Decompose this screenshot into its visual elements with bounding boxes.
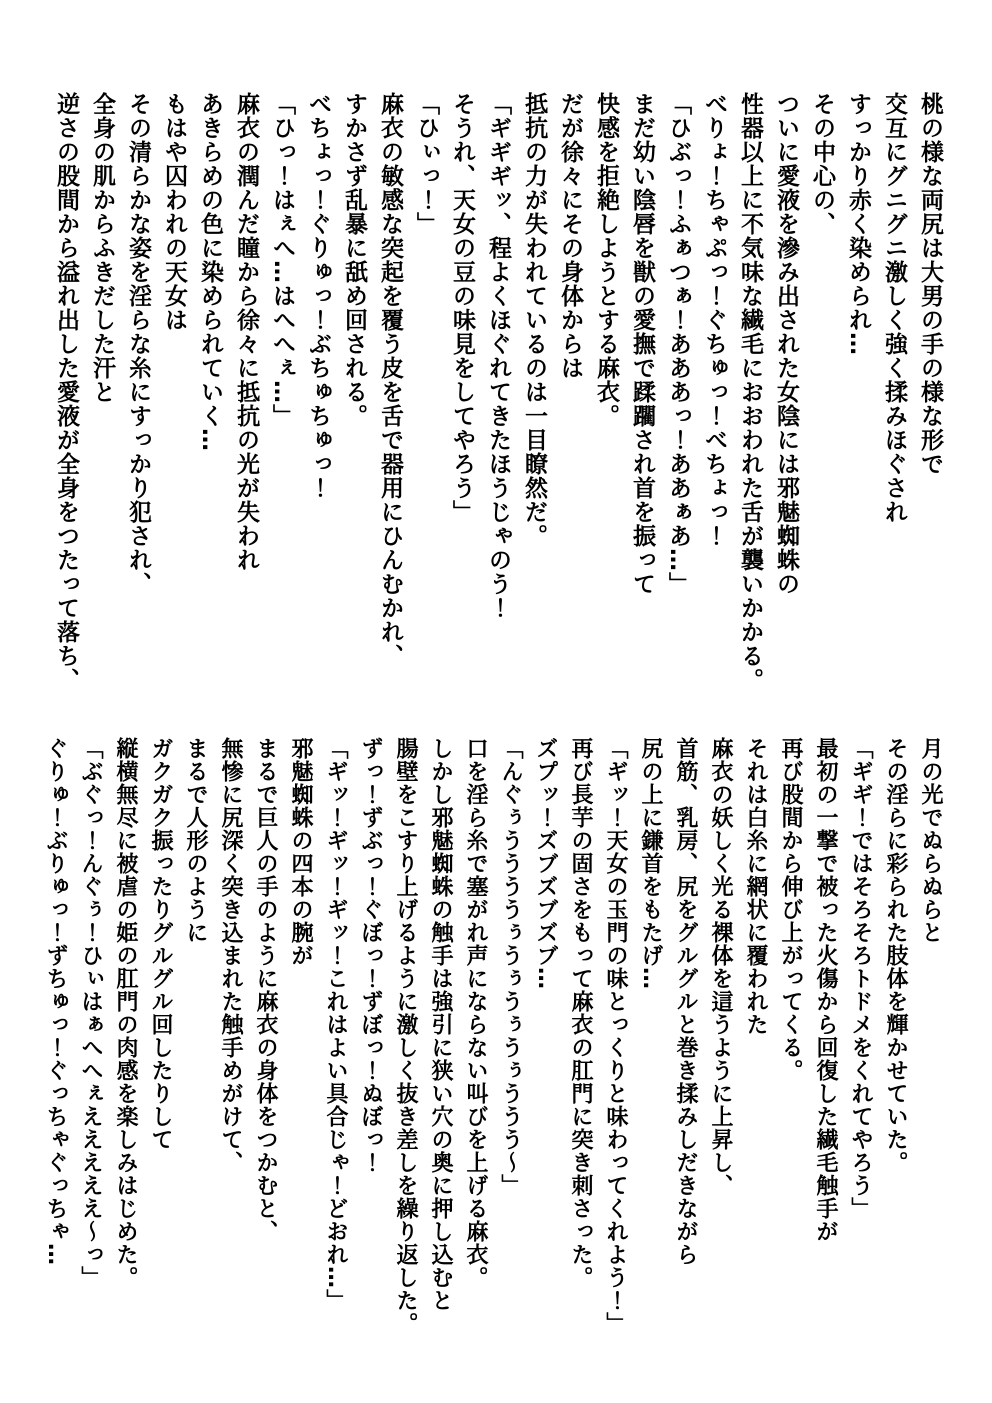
- text-column: 「んぐぅううううぅうぅうぅうぅううう～」: [498, 737, 523, 1197]
- text-column: 邪魅蜘蛛の四本の腕が: [288, 737, 313, 967]
- text-column: あきらめの色に染められていく…: [197, 92, 223, 452]
- text-column: 逆さの股間から溢れ出した愛液が全身をつたって落ち、: [53, 92, 79, 692]
- text-column: べちょっ！ぐりゅっ！ぶちゅちゅっ！: [305, 92, 331, 500]
- text-column: すかさず乱暴に舐め回される。: [341, 92, 367, 428]
- text-column: 交互にグニグニ激しく強く揉みほぐされ: [881, 92, 907, 524]
- text-column: それは白糸に網状に覆われた: [743, 737, 768, 1036]
- text-column: すっかり赤く染められ…: [845, 92, 871, 356]
- text-column: まだ幼い陰唇を獣の愛撫で蹂躙され首を振って: [629, 92, 655, 596]
- text-column: 「ギギ！ではそろそろトドメをくれてやろう」: [848, 737, 873, 1220]
- text-column: 快感を拒絶しようとする麻衣。: [593, 92, 619, 428]
- text-column: 月の光でぬらぬらと: [918, 737, 943, 944]
- text-column: 首筋、乳房、尻をグルグルと巻き揉みしだきながら: [673, 737, 698, 1266]
- text-column: 腸壁をこすり上げるように激しく抜き差しを繰り返した。: [393, 737, 418, 1335]
- text-column: ずっ！ずぶっ！ぐぼっ！ずぼっ！ぬぼっ！: [358, 737, 383, 1174]
- text-column: 「ひっ！はぇへ…はへへぇ…」: [269, 92, 295, 428]
- text-column: しかし邪魅蜘蛛の触手は強引に狭い穴の奥に押し込むと: [428, 737, 453, 1312]
- text-column: ぐりゅ！ぶりゅっ！ずちゅっ！ぐっちゃぐっちゃ…: [43, 737, 68, 1266]
- text-column: ガクガク振ったりグルグル回したりして: [148, 737, 173, 1151]
- text-block-bottom: [38, 737, 948, 1402]
- text-column: 最初の一撃で被った火傷から回復した繊毛触手が: [813, 737, 838, 1243]
- text-column: そうれ、天女の豆の味見をしてやろう」: [449, 92, 475, 524]
- text-column: まるで人形のように: [183, 737, 208, 944]
- text-column: 口を淫ら糸で塞がれ声にならない叫びを上げる麻衣。: [463, 737, 488, 1289]
- text-column: 尻の上に鎌首をもたげ…: [638, 737, 663, 990]
- text-column: 「ギッ！ギッ！ギッ！これはよい具合じゃ！どおれ…」: [323, 737, 348, 1312]
- text-column: 縦横無尽に被虐の姫の肛門の肉感を楽しみはじめた。: [113, 737, 138, 1289]
- text-column: 麻衣の敏感な突起を覆う皮を舌で器用にひんむかれ、: [377, 92, 403, 668]
- text-column: ズプッ！ズブズブズブ…: [533, 737, 558, 990]
- text-column: 全身の肌からふきだした汗と: [89, 92, 115, 404]
- text-column: その清らかな姿を淫らな糸にすっかり犯され、: [125, 92, 151, 596]
- text-column: 抵抗の力が失われているのは一目瞭然だ。: [521, 92, 547, 548]
- text-column: 麻衣の妖しく光る裸体を這うように上昇し、: [708, 737, 733, 1197]
- text-column: 麻衣の潤んだ瞳から徐々に抵抗の光が失われ: [233, 92, 259, 572]
- text-column: べりょ！ちゃぷっ！ぐちゅっ！べちょっ！: [701, 92, 727, 548]
- text-column: 桃の様な両尻は大男の手の様な形で: [917, 92, 943, 476]
- text-column: まるで巨人の手のように麻衣の身体をつかむと、: [253, 737, 278, 1243]
- text-column: その中心の、: [809, 92, 835, 236]
- text-column: ついに愛液を滲み出された女陰には邪魅蜘蛛の: [773, 92, 799, 596]
- text-column: 「ギギギッ、程よくほぐれてきたほうじゃのう！: [485, 92, 511, 620]
- text-column: だが徐々にその身体からは: [557, 92, 583, 380]
- text-column: 再び股間から伸び上がってくる。: [778, 737, 803, 1082]
- text-column: その淫らに彩られた肢体を輝かせていた。: [883, 737, 908, 1174]
- text-column: 「ひぃっ！」: [413, 92, 439, 236]
- text-column: 「ギッ！天女の玉門の味とっくりと味わってくれよう！」: [603, 737, 628, 1335]
- text-block-top: [48, 92, 948, 737]
- text-column: 無惨に尻深く突き込まれた触手めがけて、: [218, 737, 243, 1174]
- text-column: 「ぶぐっ！んぐぅ！ひぃはぁへへぇえええええ～っ」: [78, 737, 103, 1289]
- text-column: 性器以上に不気味な繊毛におおわれた舌が襲いかかる。: [737, 92, 763, 692]
- text-column: 再び長芋の固さをもって麻衣の肛門に突き刺さった。: [568, 737, 593, 1289]
- text-column: もはや囚われの天女は: [161, 92, 187, 332]
- text-column: 「ひぶっ！ふぁつぁ！あああっ！ああぁあ…」: [665, 92, 691, 596]
